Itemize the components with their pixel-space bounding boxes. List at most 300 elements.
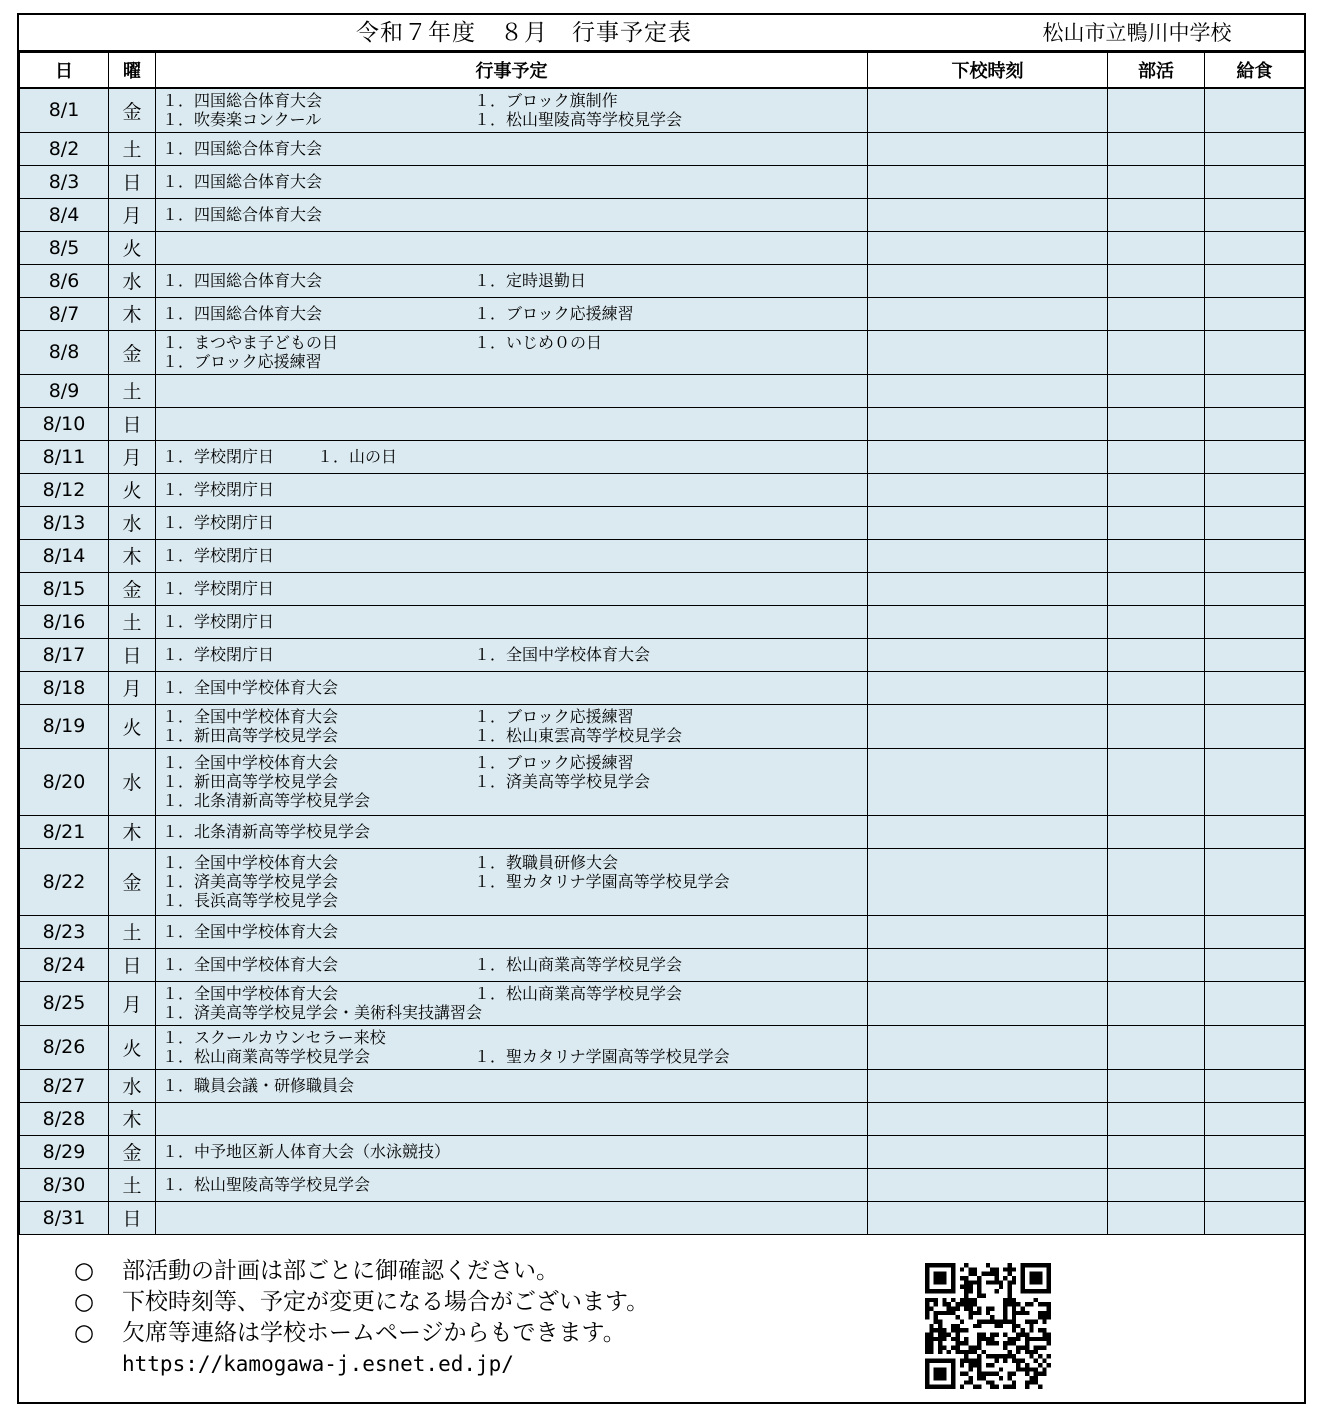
event-item: １．済美高等学校見学会・美術科実技講習会 [162, 1003, 483, 1022]
table-row [20, 1025, 1305, 1069]
club-cell [1108, 132, 1205, 165]
date-cell: 8/18 [20, 671, 109, 704]
table-row [20, 407, 1305, 440]
event-item: １．新田高等学校見学会 [162, 772, 339, 791]
events-cell [156, 981, 868, 1025]
dismissal-time-cell [868, 948, 1108, 981]
date-cell: 8/30 [20, 1168, 109, 1201]
club-cell [1108, 88, 1205, 132]
page-title: 令和７年度 ８月 行事予定表 [356, 20, 692, 46]
table-row [20, 671, 1305, 704]
event-line [162, 205, 867, 224]
club-cell [1108, 572, 1205, 605]
date-cell: 8/28 [20, 1102, 109, 1135]
events-cell [156, 165, 868, 198]
event-item: １．学校閉庁日 [162, 447, 275, 466]
event-item: １．聖カタリナ学園高等学校見学会 [474, 872, 730, 891]
events-cell [156, 915, 868, 948]
note-text: 部活動の計画は部ごとに御確認ください。 [122, 1258, 559, 1284]
event-item: １．ブロック応援練習 [162, 352, 322, 371]
weekday-cell: 火 [109, 231, 156, 264]
club-cell [1108, 506, 1205, 539]
event-item: １．ブロック旗制作 [474, 91, 618, 111]
dismissal-time-cell [868, 1102, 1108, 1135]
lunch-cell [1205, 440, 1305, 473]
header-dismissal-time: 下校時刻 [868, 53, 1108, 89]
date-cell: 8/4 [20, 198, 109, 231]
event-item: １．全国中学校体育大会 [162, 922, 339, 941]
weekday-cell: 日 [109, 638, 156, 671]
date-cell: 8/25 [20, 981, 109, 1025]
event-line [162, 1028, 867, 1047]
dismissal-time-cell [868, 407, 1108, 440]
club-cell [1108, 473, 1205, 506]
date-cell: 8/31 [20, 1201, 109, 1234]
dismissal-time-cell [868, 981, 1108, 1025]
date-cell: 8/10 [20, 407, 109, 440]
dismissal-time-cell [868, 815, 1108, 848]
weekday-cell: 日 [109, 1201, 156, 1234]
dismissal-time-cell [868, 539, 1108, 572]
club-cell [1108, 1069, 1205, 1102]
table-row [20, 981, 1305, 1025]
event-item: １．ブロック応援練習 [474, 753, 634, 772]
club-cell [1108, 198, 1205, 231]
event-line [162, 707, 867, 726]
event-line [162, 772, 867, 791]
events-cell [156, 948, 868, 981]
club-cell [1108, 981, 1205, 1025]
events-cell [156, 132, 868, 165]
event-line [162, 352, 867, 371]
footer-notes [19, 1247, 1304, 1402]
club-cell [1108, 848, 1205, 915]
weekday-cell: 土 [109, 1168, 156, 1201]
table-row [20, 506, 1305, 539]
weekday-cell: 木 [109, 539, 156, 572]
school-homepage-link[interactable]: https://kamogawa-j.esnet.ed.jp/ [122, 1352, 514, 1376]
weekday-cell: 日 [109, 407, 156, 440]
lunch-cell [1205, 1069, 1305, 1102]
event-item: １．北条清新高等学校見学会 [162, 822, 371, 841]
club-cell [1108, 671, 1205, 704]
events-cell [156, 198, 868, 231]
club-cell [1108, 374, 1205, 407]
date-cell: 8/7 [20, 297, 109, 330]
event-item: １．済美高等学校見学会 [162, 872, 339, 891]
table-row [20, 572, 1305, 605]
lunch-cell [1205, 473, 1305, 506]
dismissal-time-cell [868, 1069, 1108, 1102]
weekday-cell: 水 [109, 506, 156, 539]
event-line [162, 271, 867, 290]
qr-code-icon[interactable] [925, 1263, 1051, 1389]
weekday-cell: 水 [109, 1069, 156, 1102]
lunch-cell [1205, 506, 1305, 539]
date-cell: 8/3 [20, 165, 109, 198]
event-line [162, 110, 867, 129]
dismissal-time-cell [868, 915, 1108, 948]
weekday-cell: 日 [109, 948, 156, 981]
event-item: １．学校閉庁日 [162, 480, 275, 499]
dismissal-time-cell [868, 638, 1108, 671]
club-cell [1108, 165, 1205, 198]
table-row [20, 297, 1305, 330]
weekday-cell: 月 [109, 981, 156, 1025]
lunch-cell [1205, 374, 1305, 407]
club-cell [1108, 231, 1205, 264]
event-line [162, 513, 867, 532]
event-item: １．長浜高等学校見学会 [162, 891, 339, 910]
lunch-cell [1205, 638, 1305, 671]
event-item: １．教職員研修大会 [474, 853, 619, 872]
event-item: １．学校閉庁日 [162, 612, 275, 631]
date-cell: 8/23 [20, 915, 109, 948]
dismissal-time-cell [868, 473, 1108, 506]
event-line [162, 333, 867, 352]
club-cell [1108, 297, 1205, 330]
weekday-cell: 土 [109, 605, 156, 638]
weekday-cell: 木 [109, 297, 156, 330]
event-item: １．ブロック応援練習 [474, 707, 634, 726]
lunch-cell [1205, 231, 1305, 264]
date-cell: 8/15 [20, 572, 109, 605]
lunch-cell [1205, 1168, 1305, 1201]
dismissal-time-cell [868, 748, 1108, 815]
dismissal-time-cell [868, 1201, 1108, 1234]
date-cell: 8/26 [20, 1025, 109, 1069]
lunch-cell [1205, 539, 1305, 572]
event-item: １．松山聖陵高等学校見学会 [474, 110, 683, 130]
events-cell [156, 605, 868, 638]
club-cell [1108, 1168, 1205, 1201]
event-item: １．松山商業高等学校見学会 [474, 955, 683, 974]
dismissal-time-cell [868, 605, 1108, 638]
dismissal-time-cell [868, 572, 1108, 605]
lunch-cell [1205, 605, 1305, 638]
table-row [20, 638, 1305, 671]
dismissal-time-cell [868, 297, 1108, 330]
events-cell [156, 473, 868, 506]
lunch-cell [1205, 848, 1305, 915]
table-row [20, 440, 1305, 473]
table-row [20, 539, 1305, 572]
events-cell [156, 407, 868, 440]
lunch-cell [1205, 915, 1305, 948]
weekday-cell: 月 [109, 198, 156, 231]
weekday-cell: 木 [109, 815, 156, 848]
lunch-cell [1205, 981, 1305, 1025]
date-cell: 8/21 [20, 815, 109, 848]
events-cell [156, 638, 868, 671]
dismissal-time-cell [868, 1025, 1108, 1069]
event-item: １．四国総合体育大会 [162, 304, 323, 323]
event-item: １．四国総合体育大会 [162, 172, 323, 191]
table-row [20, 330, 1305, 374]
date-cell: 8/9 [20, 374, 109, 407]
event-item: １．全国中学校体育大会 [162, 707, 339, 726]
dismissal-time-cell [868, 198, 1108, 231]
event-line [162, 891, 867, 910]
table-row [20, 198, 1305, 231]
date-cell: 8/24 [20, 948, 109, 981]
table-row [20, 704, 1305, 748]
date-cell: 8/12 [20, 473, 109, 506]
table-row [20, 1069, 1305, 1102]
club-cell [1108, 948, 1205, 981]
circle-mark-icon: ○ [74, 1289, 95, 1315]
event-item: １．済美高等学校見学会 [474, 772, 651, 791]
events-cell [156, 231, 868, 264]
table-row [20, 1168, 1305, 1201]
date-cell: 8/1 [20, 88, 109, 132]
events-cell [156, 1025, 868, 1069]
club-cell [1108, 915, 1205, 948]
event-item: １．四国総合体育大会 [162, 271, 323, 290]
table-row [20, 264, 1305, 297]
club-cell [1108, 440, 1205, 473]
event-item: １．松山東雲高等学校見学会 [474, 726, 683, 745]
dismissal-time-cell [868, 264, 1108, 297]
event-line [162, 447, 867, 466]
event-item: １．吹奏楽コンクール [162, 110, 322, 130]
club-cell [1108, 638, 1205, 671]
table-header-row [20, 53, 1305, 89]
event-line [162, 822, 867, 841]
event-line [162, 139, 867, 158]
events-cell [156, 539, 868, 572]
lunch-cell [1205, 264, 1305, 297]
event-item: １．北条清新高等学校見学会 [162, 791, 371, 810]
schedule-sheet [17, 13, 1306, 1404]
date-cell: 8/14 [20, 539, 109, 572]
date-cell: 8/19 [20, 704, 109, 748]
event-item: １．中予地区新人体育大会（水泳競技） [162, 1142, 451, 1161]
note-text: 下校時刻等、予定が変更になる場合がございます。 [122, 1289, 650, 1315]
event-line [162, 922, 867, 941]
table-row [20, 948, 1305, 981]
event-line [162, 546, 867, 565]
circle-mark-icon: ○ [74, 1258, 95, 1284]
event-item: １．学校閉庁日 [162, 513, 275, 532]
table-row [20, 1201, 1305, 1234]
weekday-cell: 土 [109, 915, 156, 948]
event-item: １．松山聖陵高等学校見学会 [162, 1175, 371, 1194]
club-cell [1108, 539, 1205, 572]
note-text: 欠席等連絡は学校ホームページからもできます。 [122, 1320, 626, 1346]
weekday-cell: 水 [109, 748, 156, 815]
event-item: １．いじめ０の日 [474, 333, 603, 352]
event-item: １．学校閉庁日 [162, 579, 275, 598]
event-item: １．全国中学校体育大会 [162, 984, 339, 1003]
dismissal-time-cell [868, 165, 1108, 198]
lunch-cell [1205, 1135, 1305, 1168]
event-item: １．ブロック応援練習 [474, 304, 634, 323]
event-line [162, 955, 867, 974]
event-line [162, 1003, 867, 1022]
events-cell [156, 440, 868, 473]
event-item: １．松山商業高等学校見学会 [474, 984, 683, 1003]
event-item: １．山の日 [317, 447, 398, 466]
dismissal-time-cell [868, 506, 1108, 539]
club-cell [1108, 748, 1205, 815]
events-cell [156, 1069, 868, 1102]
lunch-cell [1205, 948, 1305, 981]
date-cell: 8/29 [20, 1135, 109, 1168]
table-row [20, 165, 1305, 198]
events-cell [156, 1135, 868, 1168]
table-row [20, 815, 1305, 848]
table-row [20, 748, 1305, 815]
events-cell [156, 264, 868, 297]
dismissal-time-cell [868, 132, 1108, 165]
weekday-cell: 金 [109, 88, 156, 132]
weekday-cell: 火 [109, 473, 156, 506]
event-line [162, 579, 867, 598]
lunch-cell [1205, 330, 1305, 374]
event-line [162, 1076, 867, 1095]
event-line [162, 91, 867, 110]
dismissal-time-cell [868, 88, 1108, 132]
event-item: １．四国総合体育大会 [162, 91, 323, 111]
lunch-cell [1205, 297, 1305, 330]
note-schedule-change [74, 1288, 649, 1316]
event-item: １．職員会議・研修職員会 [162, 1076, 355, 1095]
event-line [162, 984, 867, 1003]
event-line [162, 645, 867, 664]
weekday-cell: 金 [109, 1135, 156, 1168]
table-row [20, 1135, 1305, 1168]
club-cell [1108, 704, 1205, 748]
dismissal-time-cell [868, 1168, 1108, 1201]
lunch-cell [1205, 88, 1305, 132]
event-item: １．四国総合体育大会 [162, 205, 323, 224]
event-line [162, 872, 867, 891]
table-row [20, 1102, 1305, 1135]
event-item: １．定時退勤日 [474, 271, 587, 290]
club-cell [1108, 330, 1205, 374]
table-row [20, 374, 1305, 407]
date-cell: 8/8 [20, 330, 109, 374]
events-cell [156, 1201, 868, 1234]
weekday-cell: 月 [109, 671, 156, 704]
events-cell [156, 1102, 868, 1135]
date-cell: 8/5 [20, 231, 109, 264]
club-cell [1108, 815, 1205, 848]
weekday-cell: 金 [109, 848, 156, 915]
lunch-cell [1205, 198, 1305, 231]
weekday-cell: 月 [109, 440, 156, 473]
event-item: １．全国中学校体育大会 [162, 753, 339, 772]
event-item: １．全国中学校体育大会 [162, 955, 339, 974]
date-cell: 8/20 [20, 748, 109, 815]
dismissal-time-cell [868, 330, 1108, 374]
dismissal-time-cell [868, 374, 1108, 407]
weekday-cell: 火 [109, 1025, 156, 1069]
event-item: １．新田高等学校見学会 [162, 726, 339, 745]
weekday-cell: 日 [109, 165, 156, 198]
events-cell [156, 88, 868, 132]
weekday-cell: 土 [109, 132, 156, 165]
note-absence-contact [74, 1319, 626, 1347]
date-cell: 8/11 [20, 440, 109, 473]
lunch-cell [1205, 671, 1305, 704]
dismissal-time-cell [868, 704, 1108, 748]
header-weekday: 曜 [109, 53, 156, 89]
weekday-cell: 金 [109, 572, 156, 605]
lunch-cell [1205, 704, 1305, 748]
club-cell [1108, 407, 1205, 440]
event-item: １．全国中学校体育大会 [162, 678, 339, 697]
lunch-cell [1205, 572, 1305, 605]
event-line [162, 726, 867, 745]
title-row [19, 15, 1304, 52]
weekday-cell: 水 [109, 264, 156, 297]
event-line [162, 678, 867, 697]
dismissal-time-cell [868, 848, 1108, 915]
event-line [162, 791, 867, 810]
table-row [20, 473, 1305, 506]
dismissal-time-cell [868, 231, 1108, 264]
lunch-cell [1205, 1201, 1305, 1234]
table-row [20, 231, 1305, 264]
events-cell [156, 815, 868, 848]
club-cell [1108, 264, 1205, 297]
dismissal-time-cell [868, 440, 1108, 473]
school-name: 松山市立鴨川中学校 [1042, 21, 1232, 45]
club-cell [1108, 1102, 1205, 1135]
event-item: １．学校閉庁日 [162, 645, 275, 664]
weekday-cell: 金 [109, 330, 156, 374]
event-line [162, 1142, 867, 1161]
date-cell: 8/13 [20, 506, 109, 539]
weekday-cell: 火 [109, 704, 156, 748]
table-row [20, 915, 1305, 948]
event-item: １．四国総合体育大会 [162, 139, 323, 158]
weekday-cell: 土 [109, 374, 156, 407]
lunch-cell [1205, 748, 1305, 815]
event-item: １．学校閉庁日 [162, 546, 275, 565]
lunch-cell [1205, 165, 1305, 198]
lunch-cell [1205, 407, 1305, 440]
club-cell [1108, 605, 1205, 638]
header-events: 行事予定 [156, 53, 868, 89]
note-club-plan [74, 1257, 559, 1285]
event-line [162, 304, 867, 323]
table-row [20, 848, 1305, 915]
events-cell [156, 704, 868, 748]
event-item: １．全国中学校体育大会 [162, 853, 339, 872]
table-row [20, 605, 1305, 638]
event-line [162, 753, 867, 772]
events-cell [156, 297, 868, 330]
table-row [20, 132, 1305, 165]
events-cell [156, 1168, 868, 1201]
event-line [162, 1047, 867, 1066]
events-cell [156, 374, 868, 407]
events-cell [156, 506, 868, 539]
lunch-cell [1205, 815, 1305, 848]
event-item: １．まつやま子どもの日 [162, 333, 339, 352]
events-cell [156, 748, 868, 815]
events-cell [156, 572, 868, 605]
date-cell: 8/17 [20, 638, 109, 671]
dismissal-time-cell [868, 1135, 1108, 1168]
lunch-cell [1205, 1102, 1305, 1135]
events-cell [156, 671, 868, 704]
event-line [162, 853, 867, 872]
club-cell [1108, 1025, 1205, 1069]
